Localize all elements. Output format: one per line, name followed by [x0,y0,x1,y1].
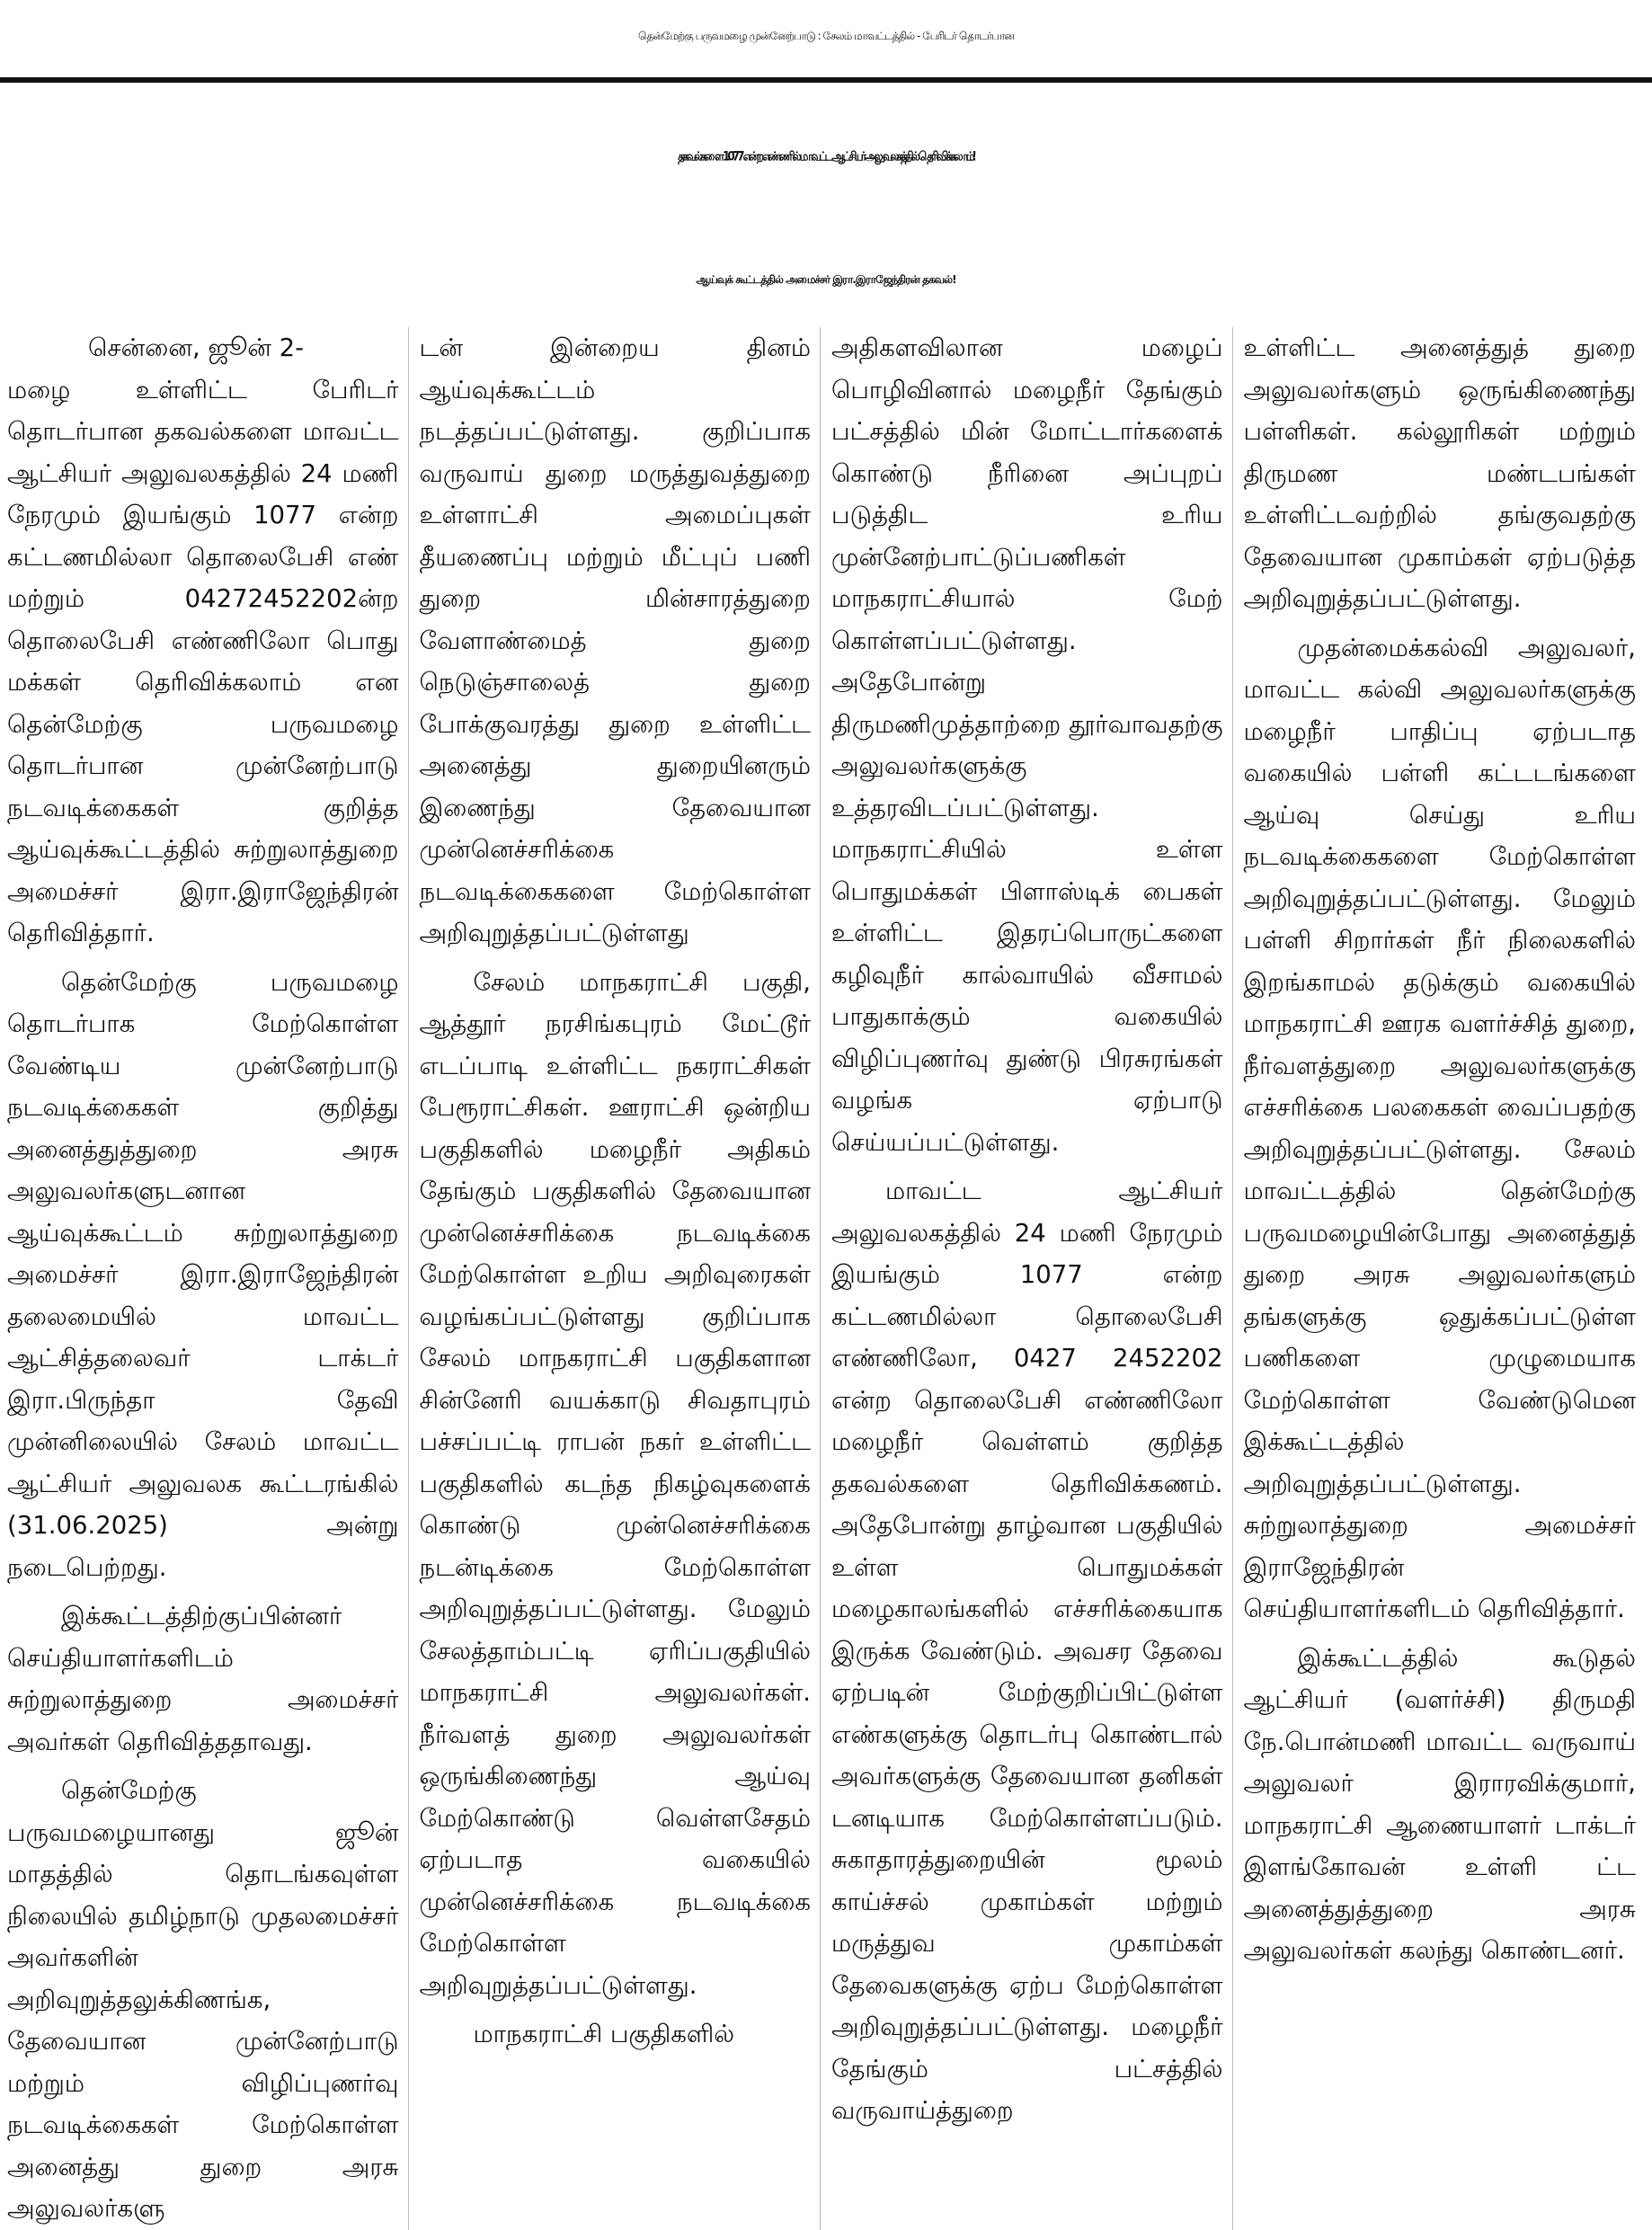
article-column-1 [7,327,409,2230]
article-paragraph: இக்கூட்டத்தில் கூடுதல் ஆட்சியர் (வளர்ச்சி) திருமதி நே.பொன்மணி மாவட்ட வருவாய் அலுவலர் இராரவிக்குமார், மாநகராட்சி ஆணையாளர் டாக்டர் இளங்கோவன் உள்ளி ட்ட அனைத்துத்துறை அரசு அலுவலர்கள் கலந்து கொண்டனர். [1243,1643,1636,1965]
article-paragraph: மழை உள்ளிட்ட பேரிடர் தொடர்பான தகவல்களை மாவட்ட ஆட்சியர் அலுவலகத்தில் 24 மணி நேரமும் இயங்கும் 1077 என்ற கட்டணமில்லா தொலைபேசி எண் மற்றும் 04272452202ன்ற தொலைபேசி எண்ணிலோ பொது மக்கள் தெரிவிக்கலாம் என தென்மேற்கு பருவமழை தொடர்பான முன்னேற்பாடு நடவடிக்கைகள் குறித்த ஆய்வுக்கூட்டத்தில் சுற்றுலாத்துறை அமைச்சர் இரா.இராஜேந்திரன் தெரிவித்தார். [7,375,399,947]
dateline: சென்னை, ஜூன் 2- [88,333,305,362]
article-columns [7,327,1645,2223]
article-paragraph: அதிகளவிலான மழைப் பொழிவினால் மழைநீர் தேங்கும் பட்சத்தில் மின் மோட்டார்களைக் கொண்டு நீரினை அப்புறப் படுத்திட உரிய முன்னேற்பாட்டுப்பணிகள் மாநகராட்சியால் மேற் கொள்ளப்பட்டுள்ளது. அதேபோன்று திருமணிமுத்தாற்றை தூர்வாவதற்கு அலுவலர்களுக்கு உத்தரவிடப்பட்டுள்ளது. மாநகராட்சியில் உள்ள பொதுமக்கள் பிளாஸ்டிக் பைகள் உள்ளிட்ட இதரப்பொருட்களை கழிவுநீர் கால்வாயில் வீசாமல் பாதுகாக்கும் வகையில் விழிப்புணர்வு துண்டு பிரசுரங்கள் வழங்க ஏற்பாடு செய்யப்பட்டுள்ளது. [831,333,1223,1157]
article-paragraph: தென்மேற்கு பருவமழை தொடர்பாக மேற்கொள்ள வேண்டிய முன்னேற்பாடு நடவடிக்கைகள் குறித்து அனைத்துத்துறை அரசு அலுவலர்களுடனான ஆய்வுக்கூட்டம் சுற்றுலாத்துறை அமைச்சர் இரா.இராஜேந்திரன் தலைமையில் மாவட்ட ஆட்சித்தலைவர் டாக்டர் இரா.பிருந்தா தேவி முன்னிலையில் சேலம் மாவட்ட ஆட்சியர் அலுவலக கூட்டரங்கில் (31.06.2025) அன்று நடைபெற்றது. [7,967,399,1582]
article-paragraph: சேலம் மாநகராட்சி பகுதி, ஆத்தூர் நரசிங்கபுரம் மேட்டூர் எடப்பாடி உள்ளிட்ட நகராட்சிகள் பேரூராட்சிகள். ஊராட்சி ஒன்றிய பகுதிகளில் மழைநீர் அதிகம் தேங்கும் பகுதிகளில் தேவையான முன்னெச்சரிக்கை நடவடிக்கை மேற்கொள்ள உறிய அறிவுரைகள் வழங்கப்பட்டுள்ளது குறிப்பாக சேலம் மாநகராட்சி பகுதிகளான சின்னேரி வயக்காடு சிவதாபுரம் பச்சப்பட்டி ராபன் நகர் உள்ளிட்ட பகுதிகளில் கடந்த நிகழ்வுகளைக் கொண்டு முன்னெச்சரிக்கை நடன்டிக்கை மேற்கொள்ள அறிவுறுத்தப்பட்டுள்ளது. மேலும் சேலத்தாம்பட்டி ஏரிப்பகுதியில் மாநகராட்சி அலுவலர்கள். நீர்வளத் துறை அலுவலர்கள் ஒருங்கிணைந்து ஆய்வு மேற்கொண்டு வெள்ளசேதம் ஏற்படாத வகையில் முன்னெச்சரிக்கை நடவடிக்கை மேற்கொள்ள அறிவுறுத்தப்பட்டுள்ளது. [419,967,811,2000]
article-paragraph: முதன்மைக்கல்வி அலுவலர், மாவட்ட கல்வி அலுவலர்களுக்கு மழைநீர் பாதிப்பு ஏற்படாத வகையில் பள்ளி கட்டடங்களை ஆய்வு செய்து உரிய நடவடிக்கைகளை மேற்கொள்ள அறிவுறுத்தப்பட்டுள்ளது. மேலும் பள்ளி சிறார்கள் நீர் நிலைகளில் இறங்காமல் தடுக்கும் வகையில் மாநகராட்சி ஊரக வளர்ச்சித் துறை, நீர்வளத்துறை அலுவலர்களுக்கு எச்சரிக்கை பலகைகள் வைப்பதற்கு அறிவுறுத்தப்பட்டுள்ளது. சேலம் மாவட்டத்தில் தென்மேற்கு பருவமழையின்போது அனைத்துத் துறை அரசு அலுவலர்களும் தங்களுக்கு ஒதுக்கப்பட்டுள்ள பணிகளை முழுமையாக மேற்கொள்ள வேண்டுமென இக்கூட்டத்தில் அறிவுறுத்தப்பட்டுள்ளது. சுற்றுலாத்துறை அமைச்சர் இராஜேந்திரன் செய்தியாளர்களிடம் தெரிவித்தார். [1243,633,1636,1623]
article-paragraph: மாவட்ட ஆட்சியர் அலுவலகத்தில் 24 மணி நேரமும் இயங்கும் 1077 என்ற கட்டணமில்லா தொலைபேசி எண்ணிலோ, 0427 2452202 என்ற தொலைபேசி எண்ணிலோ மழைநீர் வெள்ளம் குறித்த தகவல்களை தெரிவிக்கணம். அதேபோன்று தாழ்வான பகுதியில் உள்ள பொதுமக்கள் மழைகாலங்களில் எச்சரிக்கையாக இருக்க வேண்டும். அவசர தேவை ஏற்படின் மேற்குறிப்பிட்டுள்ள எண்களுக்கு தொடர்பு கொண்டால் அவர்களுக்கு தேவையான தனிகள் டனடியாக மேற்கொள்ளப்படும். சுகாதாரத்துறையின் மூலம் காய்ச்சல் முகாம்கள் மற்றும் மருத்துவ முகாம்கள் தேவைகளுக்கு ஏற்ப மேற்கொள்ள அறிவுறுத்தப்பட்டுள்ளது. மழைநீர் தேங்கும் பட்சத்தில் வருவாய்த்துறை [831,1177,1223,2125]
article-column-4 [1244,327,1646,2230]
headline-sub: ஆய்வுக் கூட்டத்தில் அமைச்சர் இரா.இராஜேந்திரன் தகவல்! [696,273,956,286]
article-paragraph: மாநகராட்சி பகுதிகளில் [473,2020,735,2048]
headline-main: தகவல்களை 1077 என்ற எண்ணில் மாவட்ட ஆட்சியர் அலுவலகத்தில் தெரிவிக்கலாம்! [678,148,974,164]
article-paragraph: டன் இன்றைய தினம் ஆய்வுக்கூட்டம் நடத்தப்பட்டுள்ளது. குறிப்பாக வருவாய் துறை மருத்துவத்துறை உள்ளாட்சி அமைப்புகள் தீயணைப்பு மற்றும் மீட்புப் பணி துறை மின்சாரத்துறை வேளாண்மைத் துறை நெடுஞ்சாலைத் துறை போக்குவரத்து துறை உள்ளிட்ட அனைத்து துறையினரும் இணைந்து தேவையான முன்னெச்சரிக்கை நடவடிக்கைகளை மேற்கொள்ள அறிவுறுத்தப்பட்டுள்ளது [419,333,811,947]
article-paragraph: தென்மேற்கு பருவமழையானது ஜூன் மாதத்தில் தொடங்கவுள்ள நிலையில் தமிழ்நாடு முதலமைச்சர் அவர்களின் அறிவுறுத்தலுக்கிணங்க, தேவையான முன்னேற்பாடு மற்றும் விழிப்புணர்வு நடவடிக்கைகள் மேற்கொள்ள அனைத்து துறை அரசு அலுவலர்களு [7,1776,399,2223]
article-paragraph: உள்ளிட்ட அனைத்துத் துறை அலுவலர்களும் ஒருங்கிணைந்து பள்ளிகள். கல்லூரிகள் மற்றும் திருமண மண்டபங்கள் உள்ளிட்டவற்றில் தங்குவதற்கு தேவையான முகாம்கள் ஏற்படுத்த அறிவுறுத்தப்பட்டுள்ளது. [1243,333,1636,613]
headline-kicker: தென்மேற்கு பருவமழை முன்னேற்பாடு : சேலம் மாவட்டத்தில் - பேரிடர் தொடர்பான [638,30,1014,42]
article-column-3 [831,327,1233,2230]
article-column-2 [420,327,822,2230]
article-paragraph: இக்கூட்டத்திற்குப்பின்னர் செய்தியாளர்களிடம் சுற்றுலாத்துறை அமைச்சர் அவர்கள் தெரிவித்ததாவது. [7,1602,399,1756]
